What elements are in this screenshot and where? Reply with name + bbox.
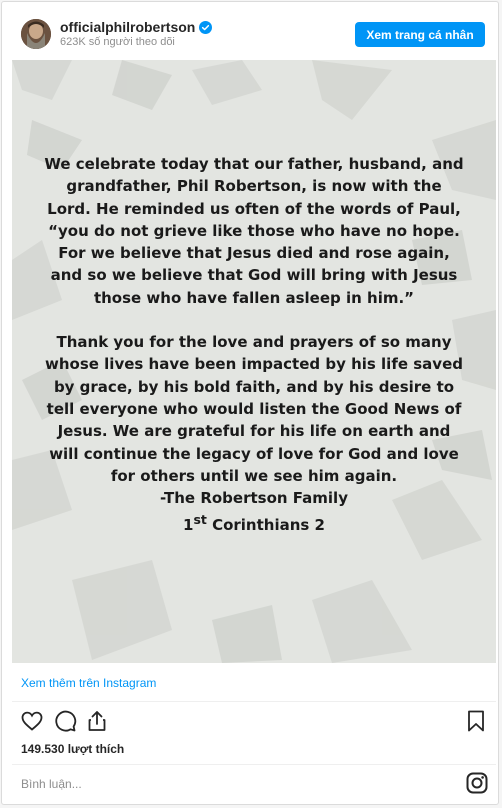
post-header <box>2 2 498 60</box>
avatar-image <box>21 19 51 49</box>
instagram-logo-icon[interactable] <box>465 771 489 795</box>
like-count[interactable]: 149.530 lượt thích <box>21 742 125 756</box>
post-line: Lord. He reminded us often of the words of Paul, <box>47 199 461 218</box>
divider <box>12 764 496 765</box>
avatar[interactable] <box>21 19 51 49</box>
post-line: those who have fallen asleep in him.” <box>93 288 415 307</box>
view-profile-button[interactable]: Xem trang cá nhân <box>355 22 485 47</box>
bible-verse <box>12 509 496 536</box>
username-text[interactable]: officialphilrobertson <box>60 19 196 35</box>
post-line: tell everyone who would listen the Good News of <box>46 399 462 418</box>
post-line: will continue the legacy of love for God and love <box>49 444 459 463</box>
post-line: We celebrate today that our father, husband, and <box>44 155 464 173</box>
post-line: by grace, by his bold faith, and by his desire to <box>53 377 455 396</box>
view-more-on-instagram-link[interactable]: Xem thêm trên Instagram <box>21 676 157 690</box>
username[interactable] <box>60 19 212 35</box>
signature: -The Robertson Family <box>160 489 348 508</box>
comment-icon[interactable] <box>53 709 77 733</box>
post-line: whose lives have been impacted by his life saved <box>45 355 463 374</box>
post-line: For we believe that Jesus died and rose again, <box>58 244 450 263</box>
heart-icon[interactable] <box>20 709 44 733</box>
verse-number: 1 <box>183 516 194 535</box>
post-line: Thank you for the love and prayers of so many <box>56 333 452 352</box>
share-icon[interactable] <box>85 709 109 733</box>
post-text <box>12 153 496 537</box>
post-line: grandfather, Phil Robertson, is now with the <box>66 177 442 196</box>
divider <box>12 701 496 702</box>
verse-superscript: st <box>193 512 207 528</box>
instagram-embed-card <box>1 1 499 805</box>
post-line: “you do not grieve like those who have no hope. <box>48 221 460 240</box>
verse-book: Corinthians 2 <box>206 516 325 535</box>
verified-badge-icon <box>199 21 212 34</box>
post-line: and so we believe that God will bring with Jesus <box>50 266 458 285</box>
post-image[interactable] <box>12 60 496 663</box>
bookmark-icon[interactable] <box>464 709 488 733</box>
post-line: for others until we see him again. <box>110 466 398 485</box>
follower-count: 623K số người theo dõi <box>60 36 175 48</box>
comment-input[interactable] <box>21 774 441 794</box>
paragraph-spacer <box>12 309 496 331</box>
post-line: Jesus. We are grateful for his life on earth and <box>57 422 451 441</box>
